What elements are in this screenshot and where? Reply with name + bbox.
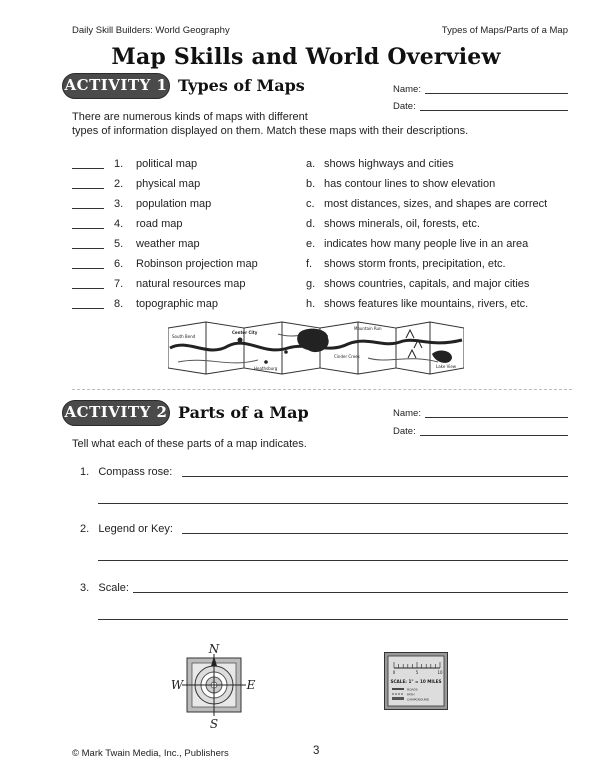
compass-e-label: E bbox=[246, 678, 256, 692]
question-2-label: Legend or Key: bbox=[98, 523, 173, 535]
answer-blank[interactable] bbox=[72, 288, 104, 289]
activity1-date-label: Date: bbox=[393, 101, 416, 112]
scale-tick-10: 10 bbox=[437, 670, 443, 675]
map-label-heathsburg: Heathsburg bbox=[254, 366, 278, 371]
answer-blank[interactable] bbox=[72, 308, 104, 309]
section-divider bbox=[72, 389, 572, 390]
scale-tick-5: 5 bbox=[415, 670, 419, 675]
match-row bbox=[72, 218, 572, 234]
activity1-intro-line2: types of information displayed on them. Match these maps with their descriptions. bbox=[72, 125, 469, 137]
compass-w-label: W bbox=[170, 678, 184, 692]
description-text: shows highways and cities bbox=[324, 158, 454, 170]
question-2-number: 2. bbox=[80, 523, 90, 535]
activity1-date-field[interactable] bbox=[420, 110, 568, 111]
strip-map-illustration bbox=[168, 318, 464, 380]
item-number: 1. bbox=[114, 158, 124, 170]
answer-blank[interactable] bbox=[72, 188, 104, 189]
description-letter: f. bbox=[306, 258, 313, 270]
description-letter: b. bbox=[306, 178, 316, 190]
description-text: shows minerals, oil, forests, etc. bbox=[324, 218, 480, 230]
description-letter: d. bbox=[306, 218, 316, 230]
answer-blank[interactable] bbox=[72, 228, 104, 229]
map-label-lake-view: Lake View bbox=[436, 364, 457, 369]
description-letter: h. bbox=[306, 298, 316, 310]
item-number: 8. bbox=[114, 298, 124, 310]
item-number: 6. bbox=[114, 258, 124, 270]
scale-legend-icon bbox=[384, 652, 448, 710]
compass-rose-icon bbox=[168, 642, 264, 730]
answer-blank[interactable] bbox=[72, 168, 104, 169]
description-text: shows countries, capitals, and major cities bbox=[324, 278, 530, 290]
scale-text: SCALE: 1" = 10 MILES bbox=[390, 679, 442, 684]
item-number: 7. bbox=[114, 278, 124, 290]
activity2-badge: ACTIVITY 2 bbox=[62, 400, 170, 426]
map-type-term: physical map bbox=[136, 178, 201, 190]
description-text: most distances, sizes, and shapes are correct bbox=[324, 198, 548, 210]
description-letter: g. bbox=[306, 278, 316, 290]
activity2-date-field[interactable] bbox=[420, 435, 568, 436]
map-type-term: population map bbox=[136, 198, 212, 210]
description-letter: c. bbox=[306, 198, 315, 210]
map-type-term: natural resources map bbox=[136, 278, 246, 290]
map-label-cinder-creek: Cinder Creek bbox=[334, 354, 360, 359]
activity2-name-field[interactable] bbox=[425, 417, 568, 418]
question-3-number: 3. bbox=[80, 582, 90, 594]
question-1-answer-line-2[interactable] bbox=[98, 503, 568, 504]
map-label-south-bend: South Bend bbox=[172, 334, 196, 339]
match-row bbox=[72, 278, 572, 294]
item-number: 5. bbox=[114, 238, 124, 250]
question-3-label: Scale: bbox=[98, 582, 129, 594]
answer-blank[interactable] bbox=[72, 208, 104, 209]
description-text: shows storm fronts, precipitation, etc. bbox=[324, 258, 506, 270]
item-number: 3. bbox=[114, 198, 124, 210]
activity2-date-label: Date: bbox=[393, 426, 416, 437]
page-title: Map Skills and World Overview bbox=[111, 44, 501, 70]
match-row bbox=[72, 178, 572, 194]
question-1-number: 1. bbox=[80, 466, 90, 478]
question-1-label: Compass rose: bbox=[98, 466, 173, 478]
activity1-badge: ACTIVITY 1 bbox=[62, 73, 170, 99]
item-number: 4. bbox=[114, 218, 124, 230]
answer-blank[interactable] bbox=[72, 268, 104, 269]
question-1-answer-line-1[interactable] bbox=[182, 476, 568, 477]
map-type-term: weather map bbox=[136, 238, 200, 250]
map-label-center-city: Center City bbox=[232, 330, 258, 335]
description-text: shows features like mountains, rivers, etc. bbox=[324, 298, 529, 310]
question-3-answer-line-2[interactable] bbox=[98, 619, 568, 620]
activity1-heading: Types of Maps bbox=[178, 76, 305, 95]
page-number: 3 bbox=[313, 745, 320, 757]
legend-campground: CAMPGROUND bbox=[407, 697, 430, 702]
compass-n-label: N bbox=[208, 642, 220, 656]
match-row bbox=[72, 298, 572, 314]
item-number: 2. bbox=[114, 178, 124, 190]
activity1-name-label: Name: bbox=[393, 84, 421, 95]
question-3 bbox=[80, 582, 129, 594]
description-text: indicates how many people live in an area bbox=[324, 238, 529, 250]
answer-blank[interactable] bbox=[72, 248, 104, 249]
description-letter: e. bbox=[306, 238, 316, 250]
map-type-term: topographic map bbox=[136, 298, 218, 310]
match-row bbox=[72, 258, 572, 274]
question-2-answer-line-2[interactable] bbox=[98, 560, 568, 561]
map-type-term: Robinson projection map bbox=[136, 258, 258, 270]
legend-path: PATH bbox=[407, 692, 415, 697]
activity1-name-field[interactable] bbox=[425, 93, 568, 94]
match-row bbox=[72, 198, 572, 214]
match-row bbox=[72, 158, 572, 174]
question-3-answer-line-1[interactable] bbox=[133, 592, 568, 593]
map-type-term: road map bbox=[136, 218, 183, 230]
compass-s-label: S bbox=[209, 717, 219, 730]
header-left: Daily Skill Builders: World Geography bbox=[72, 25, 230, 36]
map-label-mountain-run: Mountain Run bbox=[354, 326, 382, 331]
header-right: Types of Maps/Parts of a Map bbox=[441, 25, 568, 36]
question-2 bbox=[80, 523, 173, 535]
activity2-heading: Parts of a Map bbox=[178, 403, 309, 422]
activity2-intro: Tell what each of these parts of a map indicates. bbox=[72, 438, 307, 450]
map-type-term: political map bbox=[136, 158, 198, 170]
match-row bbox=[72, 238, 572, 254]
description-letter: a. bbox=[306, 158, 316, 170]
footer-copyright: © Mark Twain Media, Inc., Publishers bbox=[72, 748, 229, 759]
question-2-answer-line-1[interactable] bbox=[182, 533, 568, 534]
activity1-intro-line1: There are numerous kinds of maps with different bbox=[72, 111, 308, 123]
activity2-name-label: Name: bbox=[393, 408, 421, 419]
description-text: has contour lines to show elevation bbox=[324, 178, 496, 190]
legend-roads: ROADS bbox=[407, 687, 418, 692]
question-1 bbox=[80, 466, 172, 478]
scale-tick-0: 0 bbox=[392, 670, 396, 675]
